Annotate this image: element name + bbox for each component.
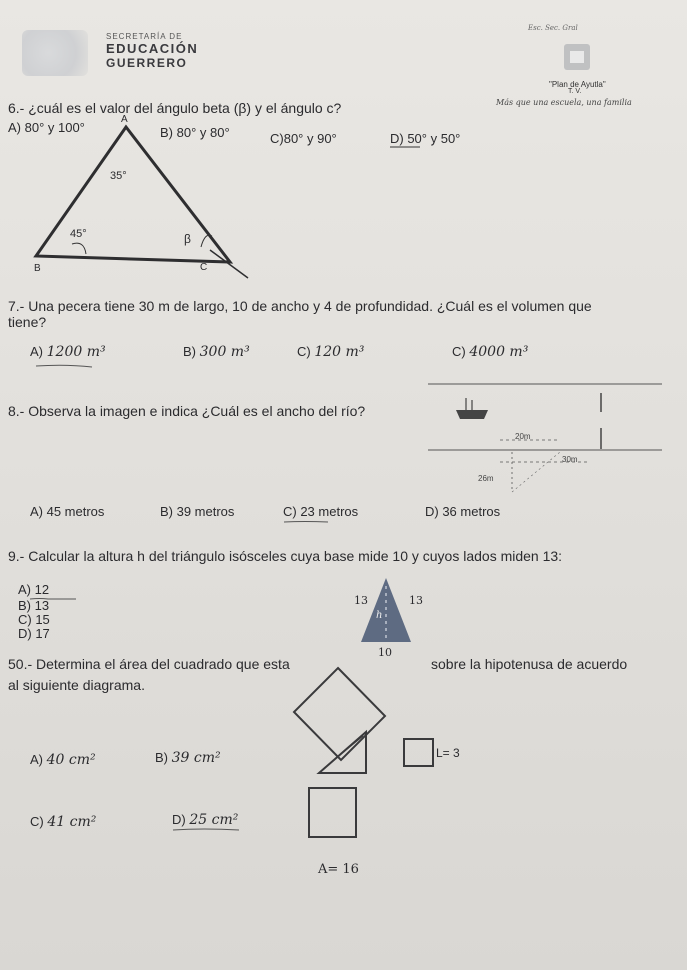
q6-option-a: A) 80° y 100° (8, 120, 85, 135)
q6-vertex-a: A (121, 114, 128, 125)
q7-option-b: B) 300 m³ (183, 344, 250, 360)
q50-label-L: L= 3 (436, 746, 460, 760)
q7-question-line1: 7.- Una pecera tiene 30 m de largo, 10 de ancho y 4 de profundidad. ¿Cuál es el volumen que (8, 298, 592, 314)
q50-large-square (308, 787, 357, 838)
q7-option-a: A) 1200 m³ (30, 344, 106, 360)
q6-option-d: D) 50° y 50° (390, 131, 461, 146)
q8-question: 8.- Observa la imagen e indica ¿Cuál es el ancho del río? (8, 403, 366, 419)
q7-option-d: C) 4000 m³ (452, 344, 529, 360)
q8-label-26m: 26m (478, 474, 494, 483)
q6-vertex-b: B (34, 263, 41, 274)
q50-answer-underline (173, 828, 243, 832)
q50-question-part1: 50.- Determina el área del cuadrado que esta (8, 656, 290, 672)
q6-angle-45: 45° (70, 228, 87, 240)
q9-base-label: 10 (378, 646, 392, 659)
q9-side-left: 13 (354, 594, 368, 607)
q50-question-line2: al siguiente diagrama. (8, 677, 145, 693)
q9-option-a: A) 12 (18, 582, 50, 597)
q8-label-30m: 30m (562, 455, 578, 464)
q50-option-c: C) 41 cm² (30, 814, 97, 830)
q50-option-d: D) 25 cm² (172, 812, 239, 828)
q9-side-right: 13 (409, 594, 423, 607)
q9-option-b: B) 13 (18, 598, 50, 613)
q6-angle-35: 35° (110, 170, 127, 182)
header-school-name: Esc. Sec. Gral (528, 24, 578, 32)
q9-height-label: h (376, 610, 383, 621)
q9-option-c: C) 15 (18, 612, 50, 627)
header-educacion: EDUCACIÓN (106, 41, 199, 56)
q7-question-line2: tiene? (8, 314, 47, 330)
q50-option-a: A) 40 cm² (30, 752, 96, 768)
header-guerrero: GUERRERO (106, 56, 188, 70)
q8-option-a: A) 45 metros (30, 504, 105, 519)
header-motto: Más que una escuela, una familia (496, 98, 632, 107)
q50-question-part2: sobre la hipotenusa de acuerdo (431, 656, 628, 672)
q6-option-b: B) 80° y 80° (160, 125, 230, 140)
header-tv: T. V. (568, 88, 582, 95)
q8-option-d: D) 36 metros (425, 504, 501, 519)
q7-option-c: C) 120 m³ (297, 344, 365, 360)
q50-option-b: B) 39 cm² (155, 750, 221, 766)
q8-option-b: B) 39 metros (160, 504, 235, 519)
q9-question: 9.- Calcular la altura h del triángulo isósceles cuya base mide 10 y cuyos lados miden 13: (8, 548, 563, 564)
q6-question: 6.- ¿cuál es el valor del ángulo beta (β) y el ángulo c? (8, 100, 342, 116)
q8-option-c: C) 23 metros (283, 504, 359, 519)
q8-label-20m: 20m (515, 432, 531, 441)
q50-small-square (403, 738, 434, 767)
header-plan: "Plan de Ayutla" (549, 80, 606, 89)
header-secretaria: SECRETARÍA DE (106, 32, 183, 41)
q6-option-c: C)80° y 90° (270, 131, 337, 146)
q6-angle-beta: β (184, 232, 191, 246)
q6-vertex-c: C (200, 262, 208, 273)
q9-option-d: D) 17 (18, 626, 50, 641)
q50-label-area: A= 16 (318, 862, 359, 877)
